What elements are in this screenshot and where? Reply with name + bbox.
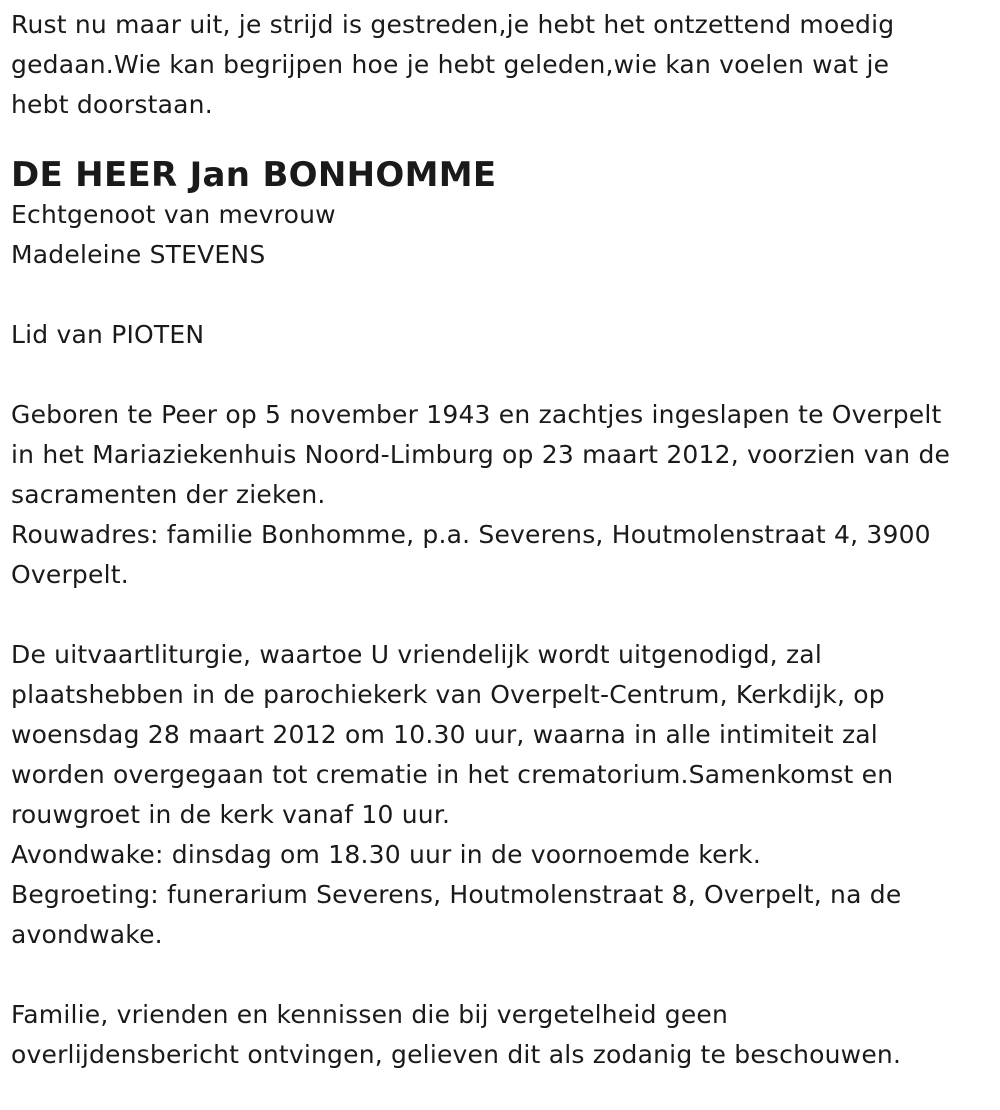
paragraph-line: Overpelt. (11, 560, 129, 589)
paragraph-line: woensdag 28 maart 2012 om 10.30 uur, waarna in alle intimiteit zal (11, 720, 878, 749)
poem-line: gedaan.Wie kan begrijpen hoe je hebt geleden,wie kan voelen wat je (11, 50, 890, 79)
paragraph-line: Rouwadres: familie Bonhomme, p.a. Severens, Houtmolenstraat 4, 3900 (11, 520, 931, 549)
funeral-paragraph (11, 635, 996, 835)
greeting-paragraph (11, 875, 996, 955)
paragraph-line: overlijdensbericht ontvingen, gelieven dit als zodanig te beschouwen. (11, 1040, 902, 1069)
poem (11, 0, 996, 125)
vigil-line: Avondwake: dinsdag om 18.30 uur in de voornoemde kerk. (11, 840, 761, 869)
deceased-name: DE HEER Jan BONHOMME (11, 155, 497, 195)
paragraph-line: plaatshebben in de parochiekerk van Overpelt-Centrum, Kerkdijk, op (11, 680, 885, 709)
paragraph-line: worden overgegaan tot crematie in het crematorium.Samenkomst en (11, 760, 894, 789)
poem-line: Rust nu maar uit, je strijd is gestreden,je hebt het ontzettend moedig (11, 10, 895, 39)
paragraph-line: sacramenten der zieken. (11, 480, 326, 509)
paragraph-line: Geboren te Peer op 5 november 1943 en zachtjes ingeslapen te Overpelt (11, 400, 942, 429)
membership: Lid van PIOTEN (11, 320, 205, 349)
obituary-notice (11, 0, 996, 1075)
paragraph-line: rouwgroet in de kerk vanaf 10 uur. (11, 800, 451, 829)
birth-death-paragraph (11, 395, 996, 515)
paragraph-line: Begroeting: funerarium Severens, Houtmolenstraat 8, Overpelt, na de (11, 880, 902, 909)
closing-paragraph (11, 995, 996, 1075)
paragraph-line: in het Mariaziekenhuis Noord-Limburg op 23 maart 2012, voorzien van de (11, 440, 951, 469)
paragraph-line: Familie, vrienden en kennissen die bij vergetelheid geen (11, 1000, 729, 1029)
paragraph-line: De uitvaartliturgie, waartoe U vriendelijk wordt uitgenodigd, zal (11, 640, 822, 669)
poem-line: hebt doorstaan. (11, 90, 213, 119)
mourning-address (11, 515, 996, 595)
spouse-line: Echtgenoot van mevrouw (11, 200, 336, 229)
paragraph-line: avondwake. (11, 920, 163, 949)
spouse-name: Madeleine STEVENS (11, 240, 266, 269)
